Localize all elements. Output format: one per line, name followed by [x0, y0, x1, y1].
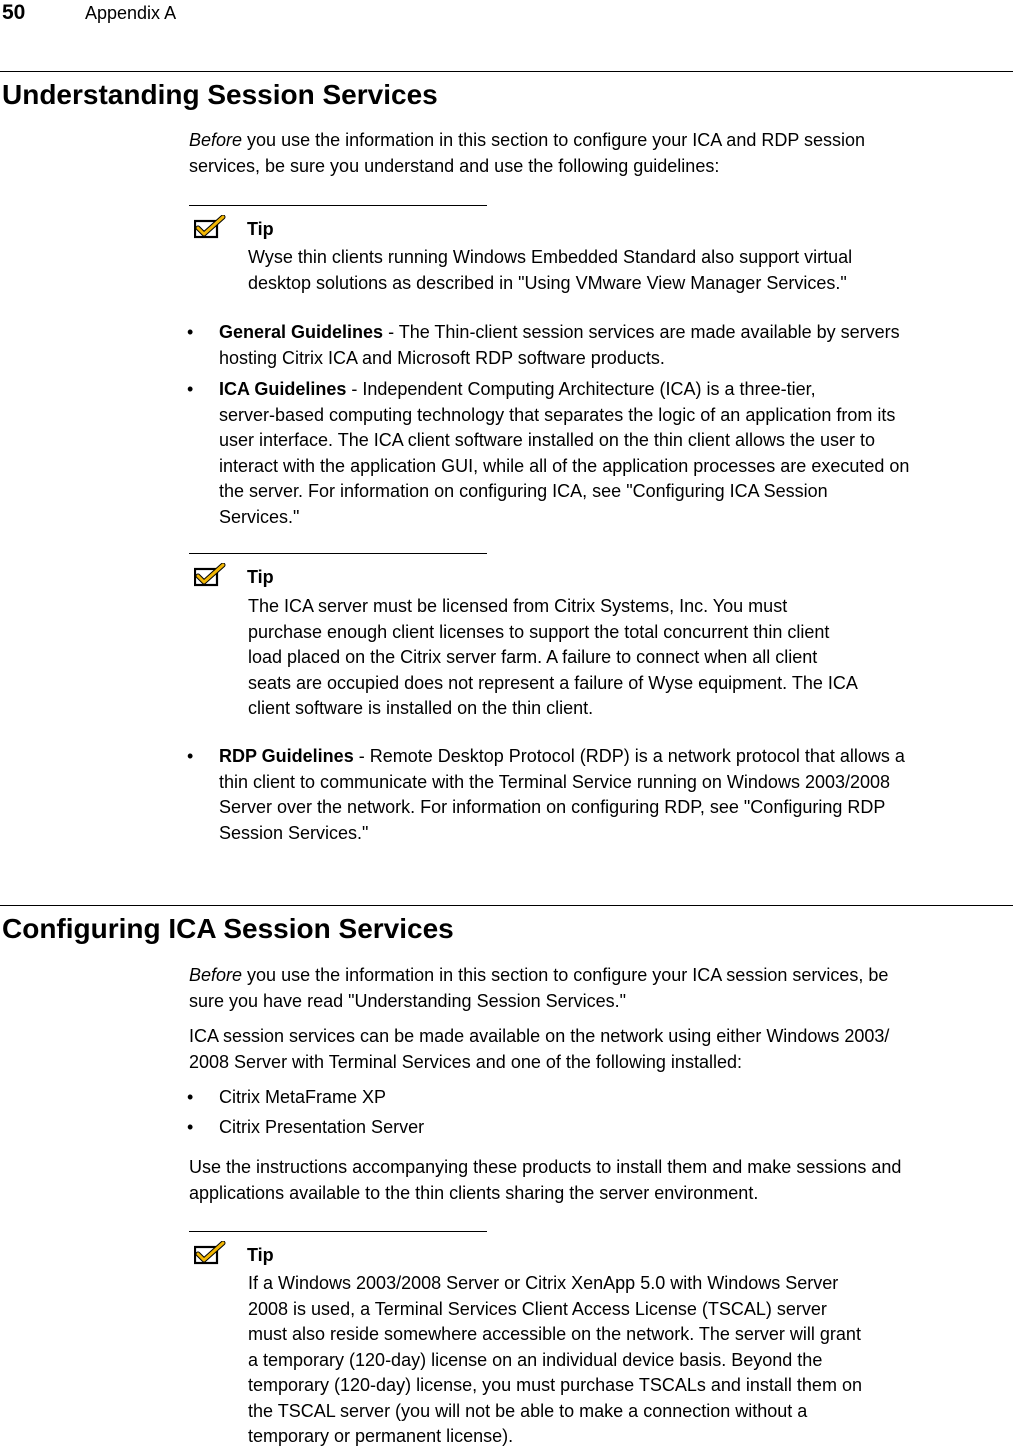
section-title-understanding: Understanding Session Services [2, 79, 438, 110]
running-header: Appendix A [85, 3, 177, 23]
section-rule [0, 905, 1013, 906]
checkmark-tip-icon [194, 563, 226, 587]
checkmark-tip-icon [194, 215, 226, 239]
section2-paragraph: ICA session services can be made available on the network using either Windows 2003/ 2008 Server with Terminal Services and one of the following installed: [189, 1026, 890, 1072]
page-number: 50 [2, 1, 26, 24]
section2-paragraph: Use the instructions accompanying these products to install them and make sessions and applications available to the thin clients sharing the server environment. [189, 1157, 902, 1203]
section2-intro: Before you use the information in this section to configure your ICA session services, be sure you have read "Understanding Session Services." [189, 965, 889, 1011]
term: ICA Guidelines [219, 379, 347, 399]
list-item-product: Citrix Presentation Server [219, 1117, 425, 1137]
tip-title: Tip [247, 1245, 274, 1265]
bullet: • [187, 322, 194, 342]
bullet: • [187, 379, 194, 399]
tip-text: The ICA server must be licensed from Citrix Systems, Inc. You must purchase enough client licenses to support the total concurrent thin client load placed on the Citrix server farm. A failure to connect when all client seats are occupied does not represent a failure of Wyse equipment. The ICA client software is installed on the thin client. [248, 596, 858, 718]
bullet: • [187, 1087, 194, 1107]
tip-title: Tip [247, 219, 274, 239]
list-item-general-guidelines: General Guidelines - The Thin-client session services are made available by servers hosting Citrix ICA and Microsoft RDP software products. [219, 322, 900, 368]
section1-intro: Before you use the information in this section to configure your ICA and RDP session services, be sure you understand and use the following guidelines: [189, 130, 866, 176]
bullet: • [187, 1117, 194, 1137]
tip-title: Tip [247, 567, 274, 587]
tip-rule [189, 205, 487, 206]
header-rule [0, 71, 1013, 72]
tip-rule [189, 1231, 487, 1232]
tip-text: If a Windows 2003/2008 Server or Citrix XenApp 5.0 with Windows Server 2008 is used, a Terminal Services Client Access License (TSCAL) server must also reside somewhere accessible on the network. The server will grant a temporary (120-day) license on an individual device basis. Beyond the temporary (120-day) license, you must purchase TSCALs and install them on the TSCAL server (you will not be able to make a connection without a temporary or permanent license). [248, 1273, 862, 1446]
section-title-configuring-ica: Configuring ICA Session Services [2, 913, 454, 944]
intro-emphasis: Before [189, 965, 243, 985]
checkmark-tip-icon [194, 1241, 226, 1265]
list-item-ica-guidelines: ICA Guidelines - Independent Computing Architecture (ICA) is a three-tier, server-based computing technology that separates the logic of an application from its user interface. The ICA client software installed on the thin client allows the user to interact with the application GUI, while all of the application processes are executed on the server. For information on configuring ICA, see "Configuring ICA Session Services." [219, 379, 910, 527]
tip-rule [189, 553, 487, 554]
tip-text: Wyse thin clients running Windows Embedded Standard also support virtual desktop solutions as described in "Using VMware View Manager Services." [248, 247, 853, 293]
bullet: • [187, 746, 194, 766]
list-item-rdp-guidelines: RDP Guidelines - Remote Desktop Protocol (RDP) is a network protocol that allows a thin client to communicate with the Terminal Service running on Windows 2003/2008 Server over the network. For information on configuring RDP, see "Configuring RDP Session Services." [219, 746, 905, 843]
list-item-product: Citrix MetaFrame XP [219, 1087, 387, 1107]
term: General Guidelines [219, 322, 384, 342]
intro-emphasis: Before [189, 130, 243, 150]
term: RDP Guidelines [219, 746, 354, 766]
